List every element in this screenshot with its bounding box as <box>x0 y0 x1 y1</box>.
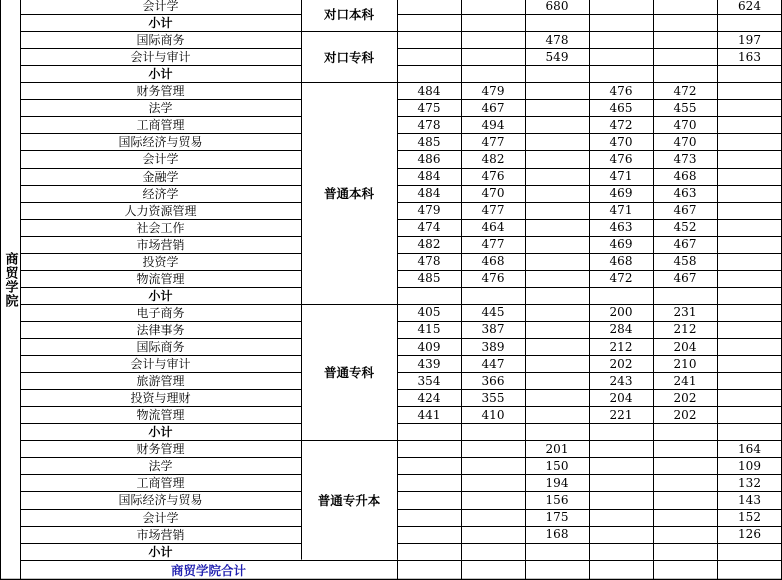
score-cell <box>461 440 525 457</box>
score-cell <box>525 270 589 287</box>
score-cell: 469 <box>609 237 633 252</box>
score-cell: 470 <box>609 134 633 149</box>
score-cell <box>717 423 782 440</box>
major-name: 投资学 <box>142 254 179 269</box>
score-cell: 464 <box>481 220 505 235</box>
score-cell: 197 <box>738 32 761 47</box>
score-cell <box>717 116 782 133</box>
score-cell: 482 <box>481 151 505 166</box>
score-cell <box>525 219 589 236</box>
program-type-label: 对口本科 <box>323 7 374 23</box>
score-cell: 479 <box>481 83 505 98</box>
score-cell: 221 <box>609 407 633 422</box>
score-cell: 476 <box>481 169 505 184</box>
score-cell <box>525 389 589 406</box>
score-cell <box>653 440 717 457</box>
score-cell <box>525 372 589 389</box>
score-cell: 126 <box>738 527 761 542</box>
score-cell <box>525 355 589 372</box>
score-cell <box>653 491 717 508</box>
score-cell: 472 <box>673 83 697 98</box>
score-cell: 486 <box>417 151 441 166</box>
score-cell: 389 <box>481 339 505 354</box>
score-cell <box>461 0 525 14</box>
score-cell <box>525 253 589 270</box>
score-cell <box>589 423 653 440</box>
score-cell <box>397 65 461 82</box>
major-name: 市场营销 <box>136 527 185 542</box>
score-cell: 680 <box>545 0 569 13</box>
score-cell <box>717 202 782 219</box>
score-cell: 476 <box>481 271 505 286</box>
score-cell <box>717 14 782 31</box>
score-cell <box>461 423 525 440</box>
score-cell <box>525 82 589 99</box>
score-cell <box>653 287 717 304</box>
score-cell: 471 <box>609 203 633 218</box>
score-cell: 465 <box>609 100 633 115</box>
score-cell <box>589 287 653 304</box>
score-cell <box>653 423 717 440</box>
score-cell: 405 <box>417 305 441 320</box>
score-cell: 447 <box>481 356 505 371</box>
score-cell: 472 <box>609 271 633 286</box>
major-name: 会计学 <box>142 510 179 525</box>
score-cell: 467 <box>481 100 505 115</box>
score-cell <box>717 185 782 202</box>
score-cell: 200 <box>609 305 633 320</box>
score-cell: 366 <box>481 373 505 388</box>
major-name: 社会工作 <box>136 220 185 235</box>
score-cell <box>717 287 782 304</box>
score-cell <box>525 99 589 116</box>
score-cell: 441 <box>417 407 441 422</box>
major-name: 法学 <box>148 459 173 474</box>
score-cell <box>589 48 653 65</box>
score-cell <box>461 474 525 491</box>
score-cell <box>525 14 589 31</box>
major-name: 国际经济与贸易 <box>118 135 203 150</box>
score-cell: 482 <box>417 237 441 252</box>
score-cell <box>717 355 782 372</box>
score-cell: 445 <box>481 305 505 320</box>
score-cell <box>717 253 782 270</box>
score-cell: 470 <box>673 134 697 149</box>
score-cell: 243 <box>609 373 633 388</box>
score-cell: 194 <box>545 475 569 490</box>
score-cell: 201 <box>545 441 569 456</box>
score-cell: 467 <box>673 203 697 218</box>
score-cell: 484 <box>417 83 441 98</box>
score-cell: 163 <box>738 49 761 64</box>
score-cell <box>589 491 653 508</box>
score-cell <box>717 270 782 287</box>
major-name: 物流管理 <box>136 408 185 423</box>
score-cell: 424 <box>417 390 441 405</box>
score-cell <box>589 509 653 526</box>
score-cell: 452 <box>673 220 697 235</box>
score-cell <box>717 168 782 185</box>
score-cell <box>397 440 461 457</box>
score-cell <box>717 372 782 389</box>
score-cell: 470 <box>481 186 505 201</box>
score-cell <box>397 509 461 526</box>
score-cell: 485 <box>417 134 441 149</box>
score-cell <box>717 304 782 321</box>
major-name: 旅游管理 <box>136 374 185 389</box>
score-cell <box>525 150 589 167</box>
score-cell: 467 <box>673 271 697 286</box>
score-cell <box>589 440 653 457</box>
program-type-label: 普通专升本 <box>317 492 381 508</box>
score-cell <box>397 543 461 560</box>
score-cell: 468 <box>609 254 633 269</box>
score-cell: 439 <box>417 356 441 371</box>
score-cell: 484 <box>417 169 441 184</box>
score-cell: 410 <box>481 407 505 422</box>
program-type-label: 对口专科 <box>323 49 374 65</box>
score-cell <box>461 48 525 65</box>
score-cell: 624 <box>738 0 761 13</box>
score-cell <box>461 526 525 543</box>
score-cell <box>525 133 589 150</box>
score-cell: 204 <box>673 339 697 354</box>
major-name: 工商管理 <box>136 476 185 491</box>
score-cell: 156 <box>545 492 569 507</box>
subtotal-label: 小计 <box>148 67 173 82</box>
score-cell: 477 <box>481 237 505 252</box>
score-cell <box>589 31 653 48</box>
score-cell: 150 <box>545 458 569 473</box>
score-cell <box>717 389 782 406</box>
major-name: 会计与审计 <box>130 50 191 65</box>
score-cell <box>461 491 525 508</box>
score-cell: 469 <box>609 186 633 201</box>
score-cell: 204 <box>609 390 633 405</box>
score-cell: 468 <box>481 254 505 269</box>
score-cell <box>653 65 717 82</box>
score-cell <box>461 509 525 526</box>
score-cell <box>717 543 782 560</box>
major-name: 财务管理 <box>136 84 185 99</box>
score-cell <box>717 219 782 236</box>
score-cell: 463 <box>673 186 697 201</box>
score-cell <box>397 526 461 543</box>
score-cell <box>717 338 782 355</box>
score-cell <box>717 406 782 423</box>
score-cell <box>717 99 782 116</box>
score-cell: 409 <box>417 339 441 354</box>
score-cell <box>653 14 717 31</box>
score-cell <box>653 526 717 543</box>
program-type-label: 普通专科 <box>323 365 374 381</box>
program-type-label: 普通本科 <box>323 186 374 202</box>
score-cell <box>653 543 717 560</box>
score-cell: 470 <box>673 117 697 132</box>
score-cell: 463 <box>609 220 633 235</box>
score-cell <box>397 14 461 31</box>
score-cell: 210 <box>673 356 697 371</box>
subtotal-label: 小计 <box>148 544 173 559</box>
score-cell: 212 <box>673 322 697 337</box>
score-cell: 467 <box>673 237 697 252</box>
score-cell <box>717 65 782 82</box>
score-cell <box>397 31 461 48</box>
score-cell: 202 <box>673 390 697 405</box>
score-cell <box>653 0 717 14</box>
score-cell <box>397 474 461 491</box>
score-cell: 168 <box>545 527 569 542</box>
score-cell: 477 <box>481 134 505 149</box>
score-cell <box>397 48 461 65</box>
score-cell <box>461 14 525 31</box>
major-name: 人力资源管理 <box>124 203 197 218</box>
score-cell: 231 <box>673 305 697 320</box>
score-cell <box>589 526 653 543</box>
score-cell <box>525 202 589 219</box>
score-cell <box>653 474 717 491</box>
major-name: 市场营销 <box>136 237 185 252</box>
score-cell: 468 <box>673 169 697 184</box>
score-cell <box>589 543 653 560</box>
score-cell: 494 <box>481 117 505 132</box>
score-cell <box>461 287 525 304</box>
score-cell <box>461 457 525 474</box>
major-name: 电子商务 <box>136 305 185 320</box>
score-cell: 476 <box>609 151 633 166</box>
score-cell <box>525 185 589 202</box>
score-cell: 109 <box>738 458 761 473</box>
score-cell: 143 <box>738 492 761 507</box>
score-cell: 152 <box>738 510 761 525</box>
score-cell <box>589 14 653 31</box>
college-name: 商贸学院 <box>2 251 18 308</box>
score-cell: 458 <box>673 254 697 269</box>
major-name: 法学 <box>148 101 173 116</box>
subtotal-label: 小计 <box>148 16 173 31</box>
score-cell <box>525 304 589 321</box>
score-cell <box>397 491 461 508</box>
score-cell <box>525 168 589 185</box>
score-cell <box>461 31 525 48</box>
score-cell <box>589 474 653 491</box>
score-cell: 164 <box>738 441 761 456</box>
score-cell <box>525 543 589 560</box>
major-name: 经济学 <box>142 186 179 201</box>
score-cell: 202 <box>609 356 633 371</box>
score-cell: 474 <box>417 220 441 235</box>
score-cell: 478 <box>417 117 441 132</box>
score-cell <box>653 31 717 48</box>
score-cell: 478 <box>545 32 569 47</box>
score-cell: 479 <box>417 203 441 218</box>
score-cell: 241 <box>673 373 697 388</box>
score-cell <box>717 133 782 150</box>
score-cell <box>461 543 525 560</box>
score-cell <box>589 65 653 82</box>
score-cell <box>525 406 589 423</box>
score-cell: 471 <box>609 169 633 184</box>
score-cell: 475 <box>417 100 441 115</box>
score-cell <box>525 423 589 440</box>
score-cell <box>525 116 589 133</box>
score-cell <box>653 509 717 526</box>
college-total-label: 商贸学院合计 <box>170 562 246 578</box>
major-name: 会计学 <box>142 152 179 167</box>
score-cell: 549 <box>545 49 569 64</box>
major-name: 会计与审计 <box>130 357 191 372</box>
score-cell: 485 <box>417 271 441 286</box>
major-name: 工商管理 <box>136 118 185 133</box>
score-cell <box>525 321 589 338</box>
score-cell <box>397 457 461 474</box>
score-cell <box>525 287 589 304</box>
score-cell <box>525 236 589 253</box>
major-name: 金融学 <box>142 169 179 184</box>
score-cell: 284 <box>609 322 633 337</box>
score-cell: 478 <box>417 254 441 269</box>
subtotal-label: 小计 <box>148 288 173 303</box>
score-cell: 175 <box>545 510 569 525</box>
score-cell <box>717 82 782 99</box>
score-cell <box>717 321 782 338</box>
score-cell <box>461 65 525 82</box>
score-cell <box>525 65 589 82</box>
score-cell <box>589 0 653 14</box>
score-cell: 415 <box>417 322 441 337</box>
score-cell: 473 <box>673 151 697 166</box>
score-cell: 455 <box>673 100 697 115</box>
score-cell <box>525 338 589 355</box>
score-cell <box>397 0 461 14</box>
score-cell <box>397 423 461 440</box>
major-name: 国际商务 <box>136 33 185 48</box>
major-name: 法律事务 <box>136 322 185 337</box>
score-cell: 387 <box>481 322 505 337</box>
score-cell: 132 <box>738 475 761 490</box>
score-cell: 355 <box>481 390 505 405</box>
subtotal-label: 小计 <box>148 425 173 440</box>
score-cell <box>653 48 717 65</box>
score-cell <box>653 457 717 474</box>
score-cell: 476 <box>609 83 633 98</box>
major-name: 物流管理 <box>136 271 185 286</box>
major-name: 投资与理财 <box>130 391 191 406</box>
major-name: 国际商务 <box>136 340 185 355</box>
score-cell: 212 <box>609 339 633 354</box>
score-cell: 472 <box>609 117 633 132</box>
score-cell <box>397 287 461 304</box>
major-name: 财务管理 <box>136 442 185 457</box>
score-cell: 477 <box>481 203 505 218</box>
score-cell <box>589 457 653 474</box>
score-cell <box>717 236 782 253</box>
score-cell: 354 <box>417 373 441 388</box>
score-cell: 202 <box>673 407 697 422</box>
score-cell: 484 <box>417 186 441 201</box>
score-cell <box>717 150 782 167</box>
major-name: 国际经济与贸易 <box>118 493 203 508</box>
major-name: 会计学 <box>142 0 179 14</box>
